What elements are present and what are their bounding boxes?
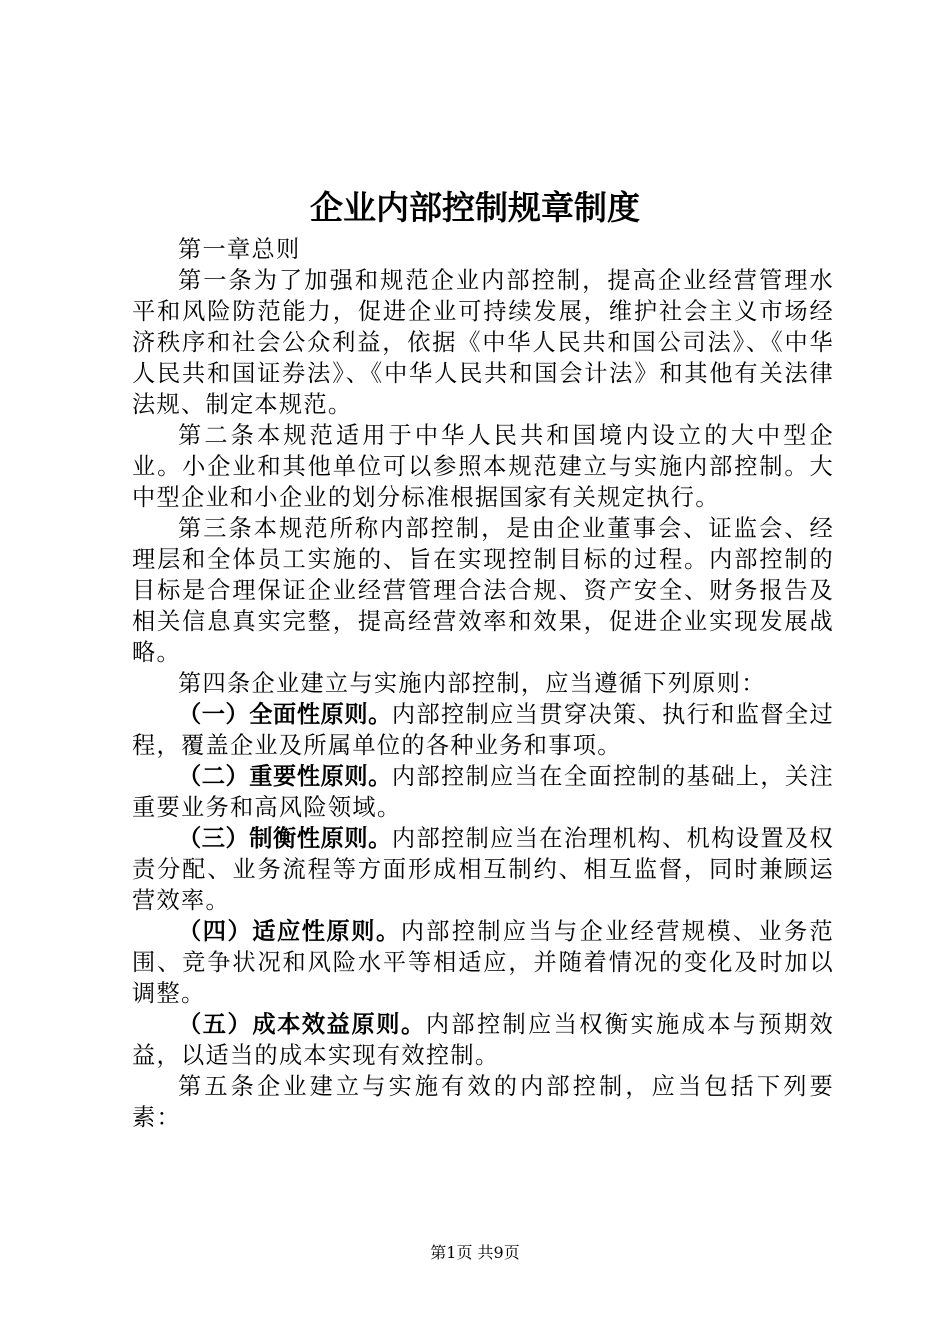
principle-5-text: 内部控制应当权衡实施成本与预期效益，以适当的成本实现有效控制。	[132, 1011, 834, 1069]
article-1: 第一条为了加强和规范企业内部控制，提高企业经营管理水平和风险防范能力，促进企业可持续发展，维护社会主义市场经济秩序和社会公众利益，依据《中华人民共和国公司法》、《中华人民共和国证券法》、《中华人民共和国会计法》和其他有关法律法规、制定本规范。	[132, 267, 834, 418]
document-body	[132, 234, 834, 1133]
principle-2-heading: （二）重要性原则。	[178, 763, 392, 790]
principle-1	[132, 699, 834, 761]
article-4: 第四条企业建立与实施内部控制，应当遵循下列原则：	[178, 670, 766, 697]
principle-4	[132, 916, 834, 1009]
principle-2-text: 内部控制应当在全面控制的基础上，关注重要业务和高风险领域。	[132, 763, 834, 821]
article-5: 第五条企业建立与实施有效的内部控制，应当包括下列要素：	[132, 1073, 834, 1131]
chapter-heading: 第一章总则	[178, 236, 301, 263]
document-title: 企业内部控制规章制度	[310, 188, 640, 227]
principle-5	[132, 1009, 834, 1071]
principle-3-text: 内部控制应当在治理机构、机构设置及权责分配、业务流程等方面形成相互制约、相互监督，同时兼顾运营效率。	[132, 825, 834, 914]
article-3: 第三条本规范所称内部控制，是由企业董事会、证监会、经理层和全体员工实施的、旨在实现控制目标的过程。内部控制的目标是合理保证企业经营管理合法合规、资产安全、财务报告及相关信息真实完整，提高经营效率和效果，促进企业实现发展战略。	[132, 515, 834, 666]
principle-1-text: 内部控制应当贯穿决策、执行和监督全过程，覆盖企业及所属单位的各种业务和事项。	[132, 701, 834, 759]
principle-3	[132, 823, 834, 916]
principle-3-heading: （三）制衡性原则。	[178, 825, 392, 852]
principle-4-text: 内部控制应当与企业经营规模、业务范围、竞争状况和风险水平等相适应，并随着情况的变化及时加以调整。	[132, 918, 834, 1007]
article-2: 第二条本规范适用于中华人民共和国境内设立的大中型企业。小企业和其他单位可以参照本规范建立与实施内部控制。大中型企业和小企业的划分标准根据国家有关规定执行。	[132, 422, 834, 511]
page-footer: 第1页 共9页	[430, 1243, 520, 1262]
principle-5-heading: （五）成本效益原则。	[178, 1011, 426, 1038]
principle-2	[132, 761, 834, 823]
principle-4-heading: （四）适应性原则。	[178, 918, 401, 945]
principle-1-heading: （一）全面性原则。	[178, 701, 392, 728]
